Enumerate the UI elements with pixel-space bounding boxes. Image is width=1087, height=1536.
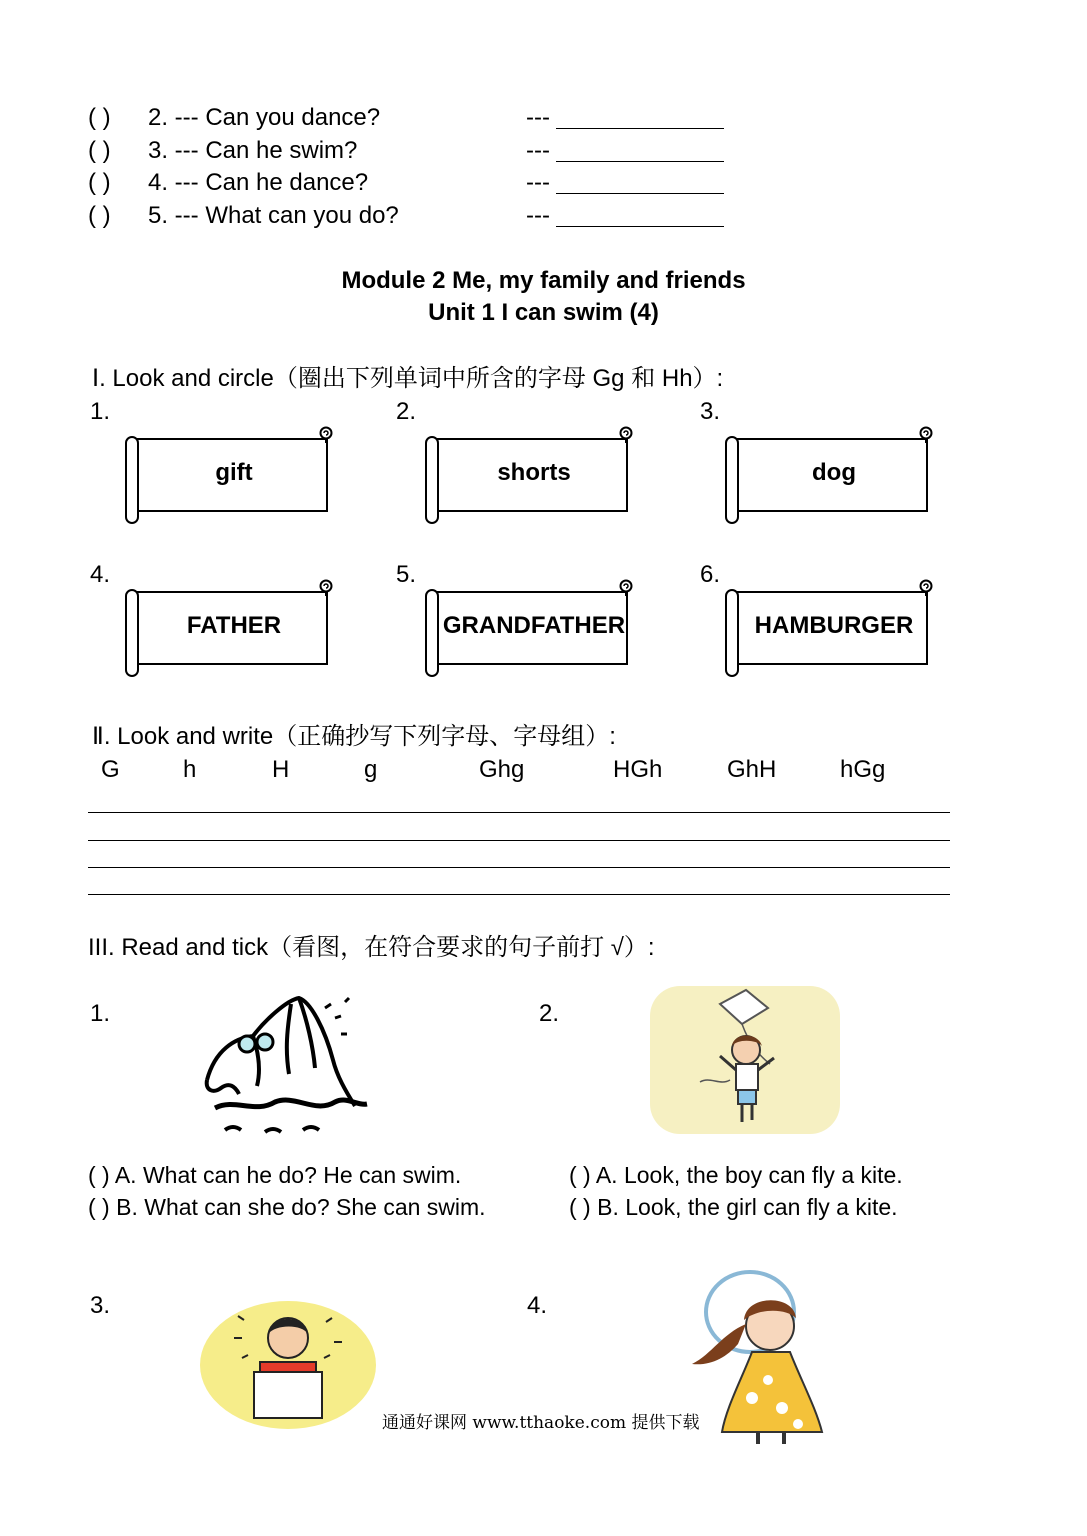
option-text: B. What can she do? She can swim. — [116, 1194, 486, 1220]
answer-dash: --- — [526, 137, 550, 164]
answer-paren[interactable]: ( ) — [569, 1162, 591, 1188]
footer-credit: 通通好课网 www.tthaoke.com 提供下载 — [382, 1413, 700, 1433]
option-text: A. Look, the boy can fly a kite. — [595, 1162, 903, 1188]
word-scroll — [422, 425, 640, 525]
letter-item: HGh — [613, 756, 663, 783]
letter-item: GhH — [727, 756, 777, 783]
swimmer-icon — [195, 990, 375, 1140]
unit-title: Unit 1 I can swim (4) — [428, 299, 659, 326]
scroll-word[interactable]: GRANDFATHER — [442, 612, 626, 639]
section1-title: Ⅰ. Look and circle（圈出下列单词中所含的字母 Gg 和 Hh）: — [92, 365, 724, 392]
scroll-word[interactable]: HAMBURGER — [754, 612, 914, 639]
answer-paren[interactable]: ( ) — [88, 1194, 110, 1220]
word-scroll — [422, 578, 640, 678]
answer-paren[interactable]: ( ) — [88, 104, 111, 131]
option-row — [88, 1162, 461, 1189]
answer-paren[interactable]: ( ) — [569, 1194, 591, 1220]
letter-item: h — [183, 756, 197, 783]
letter-item: H — [272, 756, 290, 783]
item-number: 3. — [90, 1292, 111, 1319]
item-number: 6. — [700, 561, 721, 588]
boy-with-abc-board-icon — [198, 1298, 378, 1432]
answer-blank[interactable] — [556, 161, 724, 162]
section2-title: Ⅱ. Look and write（正确抄写下列字母、字母组）: — [92, 723, 616, 750]
answer-paren[interactable]: ( ) — [88, 1162, 110, 1188]
letter-item: G — [101, 756, 120, 783]
letter-item: Ghg — [479, 756, 525, 783]
answer-blank[interactable] — [556, 193, 724, 194]
module-title: Module 2 Me, my family and friends — [341, 267, 746, 294]
writing-line[interactable] — [88, 812, 950, 813]
scroll-word[interactable]: gift — [215, 459, 253, 486]
word-scroll — [122, 578, 340, 678]
answer-dash: --- — [526, 104, 550, 131]
scroll-word[interactable]: dog — [812, 459, 856, 486]
option-row — [88, 1194, 486, 1221]
scroll-word[interactable]: FATHER — [186, 612, 282, 639]
option-text: B. Look, the girl can fly a kite. — [597, 1194, 898, 1220]
answer-dash: --- — [526, 202, 550, 229]
letter-item: g — [364, 756, 378, 783]
question-text: 3. --- Can he swim? — [148, 137, 358, 164]
answer-blank[interactable] — [556, 128, 724, 129]
item-number: 3. — [700, 398, 721, 425]
question-row — [88, 202, 748, 232]
girl-skipping-rope-icon — [682, 1268, 842, 1450]
question-row — [88, 104, 748, 134]
question-text: 4. --- Can he dance? — [148, 169, 369, 196]
item-number: 2. — [539, 1000, 560, 1027]
item-number: 5. — [396, 561, 417, 588]
option-row — [569, 1194, 898, 1221]
word-scroll — [722, 578, 940, 678]
writing-line[interactable] — [88, 867, 950, 868]
writing-line[interactable] — [88, 840, 950, 841]
word-scroll — [122, 425, 340, 525]
answer-paren[interactable]: ( ) — [88, 169, 111, 196]
answer-paren[interactable]: ( ) — [88, 137, 111, 164]
section3-title: III. Read and tick（看图，在符合要求的句子前打 √）: — [88, 934, 655, 961]
question-row — [88, 137, 748, 167]
answer-blank[interactable] — [556, 226, 724, 227]
item-number: 2. — [396, 398, 417, 425]
letter-item: hGg — [840, 756, 886, 783]
scroll-word[interactable]: shorts — [497, 459, 571, 486]
option-row — [569, 1162, 903, 1189]
option-text: A. What can he do? He can swim. — [114, 1162, 462, 1188]
writing-line[interactable] — [88, 894, 950, 895]
kite-child-icon — [650, 986, 840, 1134]
question-row — [88, 169, 748, 199]
answer-dash: --- — [526, 169, 550, 196]
item-number: 4. — [527, 1292, 548, 1319]
question-text: 2. --- Can you dance? — [148, 104, 381, 131]
item-number: 1. — [90, 398, 111, 425]
item-number: 1. — [90, 1000, 111, 1027]
item-number: 4. — [90, 561, 111, 588]
word-scroll — [722, 425, 940, 525]
answer-paren[interactable]: ( ) — [88, 202, 111, 229]
question-text: 5. --- What can you do? — [148, 202, 399, 229]
